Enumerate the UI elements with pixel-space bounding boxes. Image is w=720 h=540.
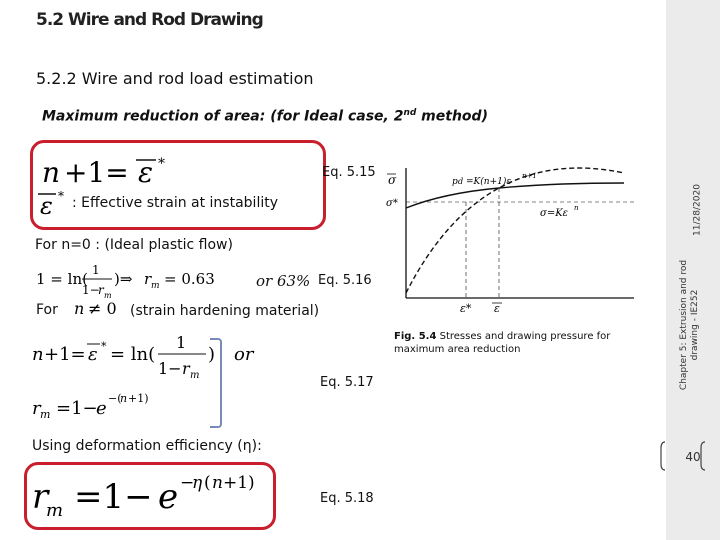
- svg-text:+1): +1): [223, 473, 255, 493]
- svg-text:1: 1: [176, 333, 187, 352]
- page-number: 40: [685, 450, 701, 464]
- svg-text:r: r: [182, 359, 190, 378]
- svg-text:ε: ε: [40, 192, 53, 220]
- svg-text:n: n: [212, 473, 223, 493]
- svg-text:= 0.63: = 0.63: [164, 270, 215, 288]
- chapter-label: [679, 260, 701, 390]
- section-heading: 5.2.2 Wire and rod load estimation: [36, 69, 314, 88]
- svg-text:= ln(: = ln(: [110, 344, 156, 365]
- figure-5-4: [384, 158, 652, 358]
- eq-518-formula: [30, 466, 266, 522]
- svg-text:=1−: =1−: [74, 477, 153, 517]
- svg-text:*: *: [101, 340, 107, 353]
- eq-517-formula: [30, 328, 270, 428]
- figure-caption-bold: Fig. 5.4: [394, 331, 437, 342]
- ideal-case-text: For n=0 : (Ideal plastic flow): [35, 237, 233, 253]
- svg-text:n: n: [574, 204, 579, 212]
- slide-title: 5.2 Wire and Rod Drawing: [36, 10, 263, 30]
- subtitle-end: method): [416, 108, 488, 125]
- svg-text:m: m: [151, 281, 160, 291]
- svg-text:): ): [208, 344, 216, 365]
- svg-text:*: *: [58, 189, 64, 203]
- svg-text:n: n: [74, 299, 85, 318]
- subtitle: [42, 108, 488, 125]
- svg-text:=1−: =1−: [56, 398, 98, 419]
- svg-text:n+1: n+1: [522, 172, 537, 180]
- svg-text:ε: ε: [138, 156, 154, 189]
- eq-517-bracket: [210, 338, 222, 428]
- svg-text:e: e: [96, 398, 107, 419]
- svg-text:−(: −(: [108, 392, 122, 405]
- svg-text:≠ 0: ≠ 0: [88, 299, 117, 318]
- svg-text:ε: ε: [88, 344, 98, 365]
- svg-text:η: η: [192, 473, 203, 493]
- svg-text:=K(n+1)ε: =K(n+1)ε: [466, 177, 512, 187]
- svg-text:e: e: [158, 477, 179, 517]
- svg-text:or: or: [234, 344, 254, 365]
- or-63-text: or 63%: [256, 272, 311, 290]
- svg-text:*: *: [158, 156, 165, 172]
- svg-text:+1): +1): [128, 392, 149, 405]
- chapter-label-box: [662, 255, 718, 395]
- svg-text:1: 1: [92, 263, 100, 277]
- strain-hardening-text: (strain hardening material): [130, 303, 320, 319]
- svg-text:r: r: [32, 477, 49, 517]
- chapter-label-line2: drawing - IE252: [690, 289, 700, 361]
- date-label-box: [678, 165, 718, 255]
- svg-text:)⇒: )⇒: [114, 270, 133, 288]
- svg-text:σ: σ: [388, 173, 397, 187]
- svg-text:n: n: [120, 392, 128, 405]
- figure-eps-bar: ε: [494, 302, 500, 315]
- eq-517-label: Eq. 5.17: [320, 375, 374, 390]
- svg-text:1−: 1−: [82, 283, 100, 297]
- eq-516-formula: [34, 258, 274, 302]
- svg-text:p: p: [452, 177, 458, 187]
- svg-text:n: n: [32, 344, 44, 365]
- eq-516-label: Eq. 5.16: [318, 273, 372, 288]
- figure-caption-rest: Stresses and drawing pressure for: [436, 331, 611, 342]
- figure-sigma-star: σ*: [386, 198, 398, 209]
- figure-diagram: [384, 158, 652, 328]
- n-not-zero: [72, 296, 130, 322]
- date-label: 11/28/2020: [692, 184, 703, 236]
- svg-text:m: m: [104, 291, 112, 300]
- figure-caption: [394, 330, 610, 356]
- figure-caption-line2: maximum area reduction: [394, 344, 521, 355]
- effective-strain-text: : Effective strain at instability: [72, 195, 279, 211]
- svg-text:d: d: [458, 177, 464, 186]
- svg-text:+1=: +1=: [44, 344, 86, 365]
- svg-text:r: r: [98, 283, 104, 297]
- eq-515-label: Eq. 5.15: [322, 165, 376, 180]
- svg-text:n: n: [42, 156, 61, 189]
- svg-text:m: m: [40, 408, 51, 421]
- eq-518-label: Eq. 5.18: [320, 491, 374, 506]
- svg-text:+1=: +1=: [64, 156, 129, 189]
- svg-text:1 = ln(: 1 = ln(: [36, 270, 88, 288]
- subtitle-superscript: nd: [403, 108, 417, 118]
- figure-curve-label: σ=Kε: [540, 208, 569, 219]
- efficiency-text: Using deformation efficiency (η):: [32, 438, 262, 454]
- for-label: For: [36, 302, 58, 318]
- svg-text:m: m: [46, 500, 64, 521]
- svg-text:m: m: [190, 370, 200, 381]
- svg-text:r: r: [32, 398, 41, 419]
- svg-text:−: −: [180, 473, 195, 493]
- svg-text:(: (: [204, 473, 211, 493]
- figure-eps-star: ε*: [460, 302, 472, 315]
- subtitle-text: Maximum reduction of area: (for Ideal case, 2: [42, 108, 404, 125]
- svg-text:1−: 1−: [158, 359, 182, 378]
- chapter-label-line1: Chapter 5: Extrusion and rod: [679, 259, 689, 391]
- svg-text:r: r: [144, 270, 152, 288]
